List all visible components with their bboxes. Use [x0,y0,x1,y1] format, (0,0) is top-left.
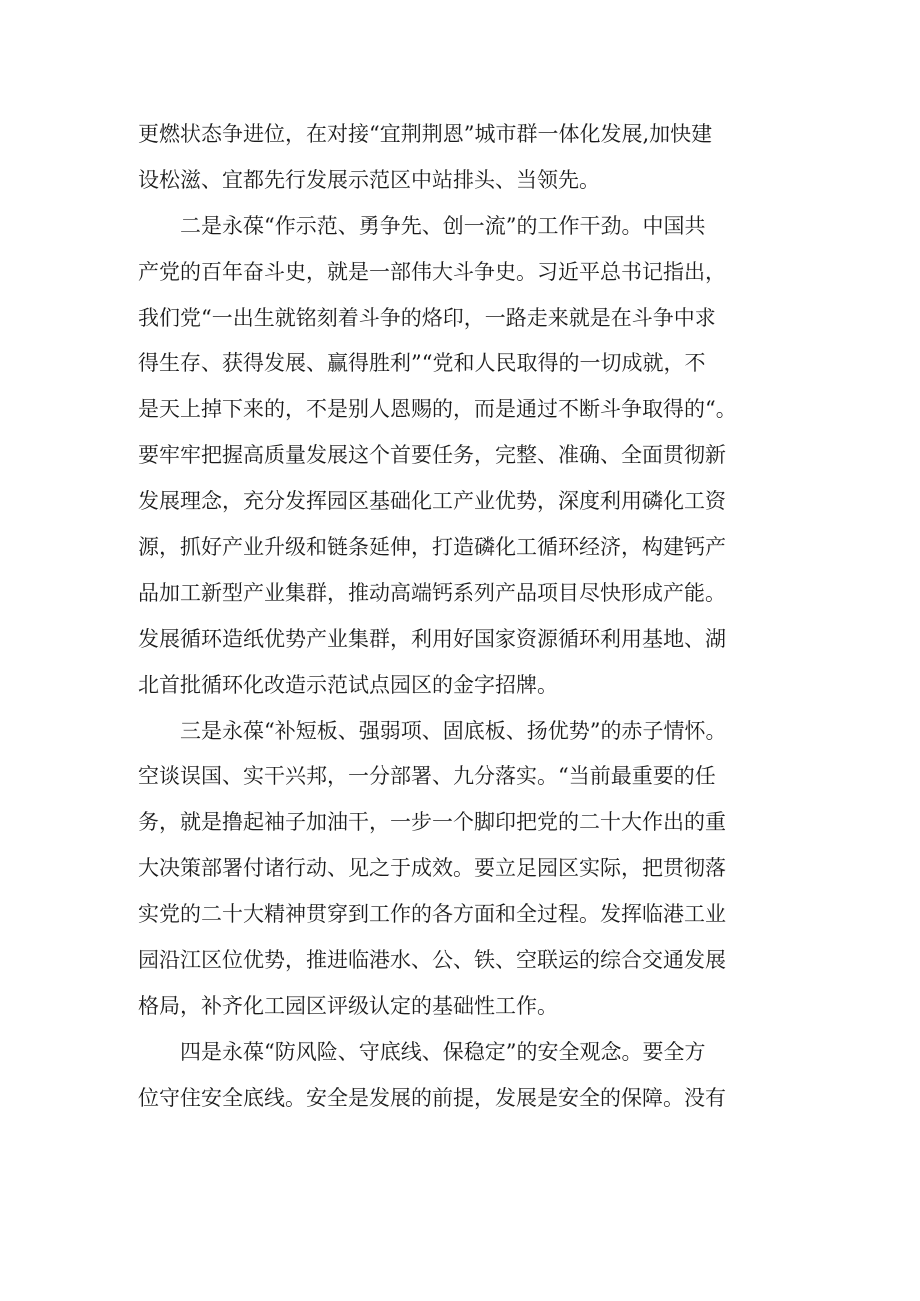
text-line: 四是永葆“防风险、守底线、保稳定”的安全观念。要全方 [180,1039,706,1064]
text-line: 发展理念，充分发挥园区基础化工产业优势，深度利用磷化工资 [138,489,726,514]
paragraph-2 [138,204,798,709]
text-line: 格局，补齐化工园区评级认定的基础性工作。 [138,993,558,1018]
paragraph-1 [138,112,798,204]
text-line: 空谈误国、实干兴邦，一分部署、九分落实。“当前最重要的任 [138,764,716,789]
text-line: 实党的二十大精神贯穿到工作的各方面和全过程。发挥临港工业 [138,902,726,927]
text-line: 要牢牢把握高质量发展这个首要任务，完整、准确、全面贯彻新 [138,443,726,468]
paragraph-3 [138,709,798,1030]
document-body [138,112,798,1122]
text-line: 位守住安全底线。安全是发展的前提，发展是安全的保障。没有 [138,1085,726,1110]
text-line: 北首批循环化改造示范试点园区的金字招牌。 [138,672,558,697]
text-line: 产党的百年奋斗史，就是一部伟大斗争史。习近平总书记指出， [138,259,726,284]
text-line: 务，就是撸起袖子加油干，一步一个脚印把党的二十大作出的重 [138,810,726,835]
text-line: 设松滋、宜都先行发展示范区中站排头、当领先。 [138,167,600,192]
text-line: 是天上掉下来的，不是别人恩赐的，而是通过不断斗争取得的“。 [138,397,737,422]
text-line: 品加工新型产业集群，推动高端钙系列产品项目尽快形成产能。 [138,580,726,605]
text-line: 我们党“一出生就铭刻着斗争的烙印，一路走来就是在斗争中求 [138,305,716,330]
text-line: 三是永葆“补短板、强弱项、固底板、扬优势”的赤子情怀。 [180,718,727,743]
text-line: 源，抓好产业升级和链条延伸，打造磷化工循环经济，构建钙产 [138,535,726,560]
text-line: 二是永葆“作示范、勇争先、创一流”的工作干劲。中国共 [180,213,706,238]
text-line: 发展循环造纸优势产业集群，利用好国家资源循环利用基地、湖 [138,626,726,651]
text-line: 得生存、获得发展、赢得胜利”“党和人民取得的一切成就，不 [138,351,706,376]
text-line: 园沿江区位优势，推进临港水、公、铁、空联运的综合交通发展 [138,948,726,973]
paragraph-4 [138,1030,798,1122]
text-line: 大决策部署付诸行动、见之于成效。要立足园区实际，把贯彻落 [138,856,726,881]
text-line: 更燃状态争进位，在对接“宜荆荆恩”城市群一体化发展,加快建 [138,122,713,146]
